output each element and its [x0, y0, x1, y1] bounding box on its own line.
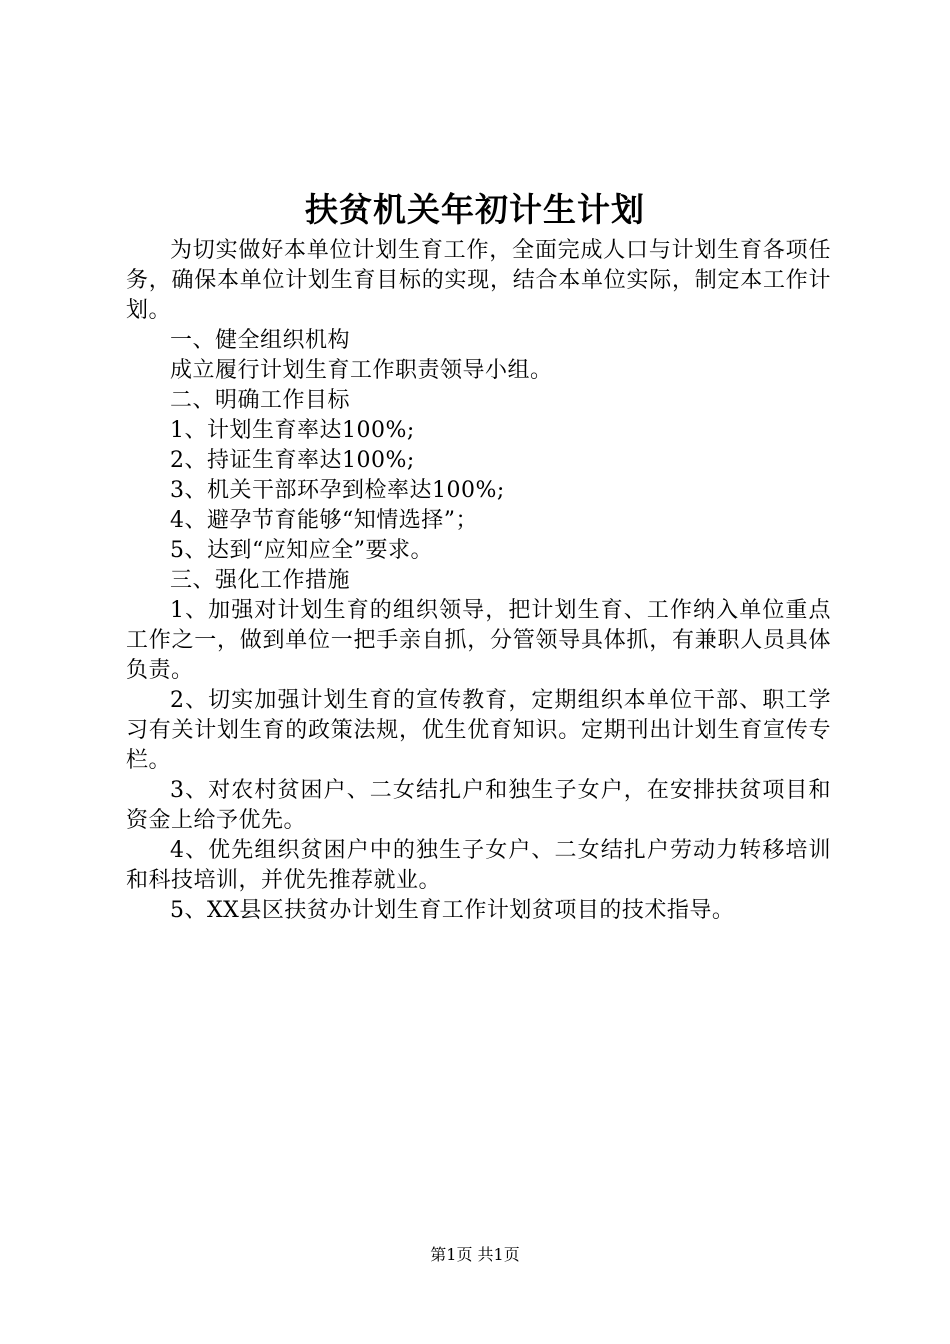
section-heading-2: 二、明确工作目标 — [170, 388, 351, 413]
paragraph-intro: 为切实做好本单位计划生育工作，全面完成人口与计划生育各项任务，确保本单位计划生育目标的实现，结合本单位实际，制定本工作计划。 — [126, 238, 831, 323]
list-item: 2、切实加强计划生育的宣传教育，定期组织本单位干部、职工学习有关计划生育的政策法规，优生优育知识。定期刊出计划生育宣传专栏。 — [126, 688, 831, 773]
list-item: 4、优先组织贫困户中的独生子女户、二女结扎户劳动力转移培训和科技培训，并优先推荐就业。 — [126, 838, 831, 893]
list-item: 5、XX县区扶贫办计划生育工作计划贫项目的技术指导。 — [170, 898, 735, 923]
list-item: 3、对农村贫困户、二女结扎户和独生子女户，在安排扶贫项目和资金上给予优先。 — [126, 778, 831, 833]
list-item: 2、持证生育率达100%; — [170, 448, 415, 473]
section-heading-1: 一、健全组织机构 — [170, 328, 351, 353]
document-title: 扶贫机关年初计生计划 — [305, 190, 645, 229]
list-item: 1、加强对计划生育的组织领导，把计划生育、工作纳入单位重点工作之一，做到单位一把手亲自抓，分管领导具体抓，有兼职人员具体负责。 — [126, 598, 831, 683]
page-number-footer: 第1页 共1页 — [430, 1245, 520, 1264]
list-item: 3、机关干部环孕到检率达100%; — [170, 478, 505, 503]
list-item: 5、达到“应知应全”要求。 — [170, 538, 433, 563]
list-item: 4、避孕节育能够“知情选择”； — [170, 508, 478, 533]
list-item: 1、计划生育率达100%; — [170, 418, 415, 443]
document-body — [126, 236, 831, 926]
section-heading-3: 三、强化工作措施 — [170, 568, 351, 593]
paragraph: 成立履行计划生育工作职责领导小组。 — [170, 358, 553, 383]
